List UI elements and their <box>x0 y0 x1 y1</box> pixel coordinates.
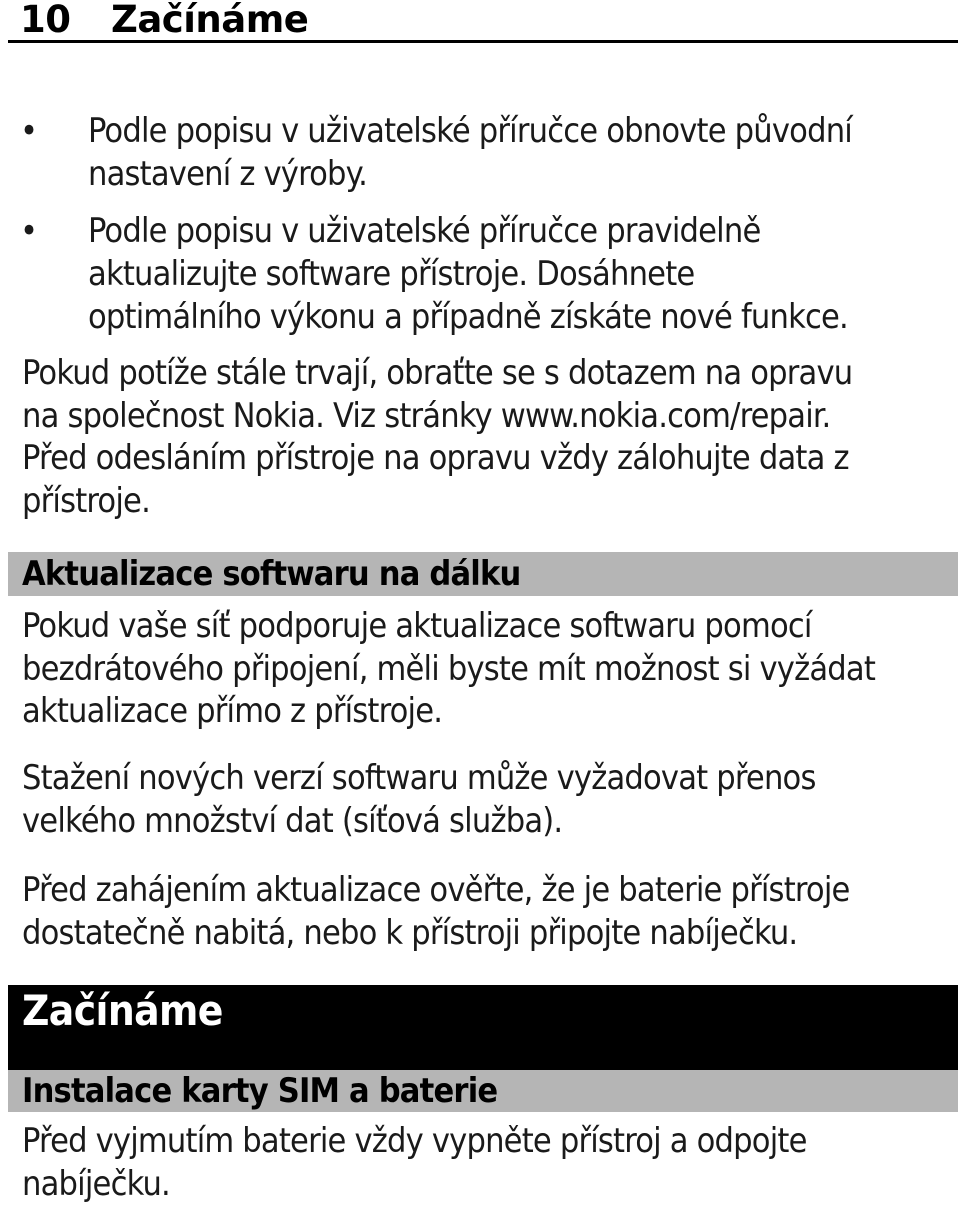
bullet-icon: • <box>20 211 38 251</box>
paragraph-line: Pokud vaše síť podporuje aktualizace softwaru pomocí <box>22 606 812 646</box>
paragraph-line: Před vyjmutím baterie vždy vypněte přístroj a odpojte <box>22 1121 807 1161</box>
paragraph-line: Stažení nových verzí softwaru může vyžadovat přenos <box>22 758 816 798</box>
paragraph-line: Před odesláním přístroje na opravu vždy zálohujte data z <box>22 438 849 478</box>
paragraph-line: přístroje. <box>22 480 150 521</box>
header-title: Začínáme <box>111 0 309 41</box>
page-number: 10 <box>20 0 71 41</box>
bullet-list <box>20 110 950 353</box>
list-item-line: optimálního výkonu a případně získáte nové funkce. <box>88 297 848 337</box>
list-item-line: Podle popisu v uživatelské příručce obnovte původní <box>88 111 852 151</box>
chapter-title: Začínáme <box>22 986 223 1035</box>
paragraph-line: na společnost Nokia. Viz stránky www.nokia.com/repair. <box>22 395 831 436</box>
sim-paragraph <box>22 1120 952 1205</box>
paragraph-line: Pokud potíže stále trvají, obraťte se s dotazem na opravu <box>22 353 853 393</box>
remote-update-paragraph-3 <box>22 869 952 954</box>
repair-paragraph <box>22 352 952 522</box>
bullet-icon: • <box>20 111 38 151</box>
paragraph-line: velkého množství dat (síťová služba). <box>22 800 563 841</box>
remote-update-paragraph-2 <box>22 757 952 842</box>
page-header <box>8 0 958 43</box>
paragraph-line: aktualizace přímo z přístroje. <box>22 691 443 731</box>
list-item-line: nastavení z výroby. <box>88 154 367 194</box>
section-heading-text: Aktualizace softwaru na dálku <box>22 554 521 594</box>
section-heading-text: Instalace karty SIM a baterie <box>22 1071 498 1111</box>
section-heading-sim <box>8 1070 958 1112</box>
paragraph-line: nabíječku. <box>22 1163 170 1204</box>
paragraph-line: bezdrátového připojení, měli byste mít možnost si vyžádat <box>22 648 876 689</box>
paragraph-line: Před zahájením aktualizace ověřte, že je baterie přístroje <box>22 870 850 910</box>
remote-update-paragraph-1 <box>22 605 952 733</box>
paragraph-line: dostatečně nabitá, nebo k přístroji připojte nabíječku. <box>22 912 798 953</box>
list-item <box>20 110 950 196</box>
list-item-line: Podle popisu v uživatelské příručce pravidelně <box>88 211 761 251</box>
list-item <box>20 210 950 339</box>
section-heading-remote-update <box>8 552 958 596</box>
list-item-line: aktualizujte software přístroje. Dosáhnete <box>88 254 695 294</box>
chapter-heading <box>8 985 958 1070</box>
